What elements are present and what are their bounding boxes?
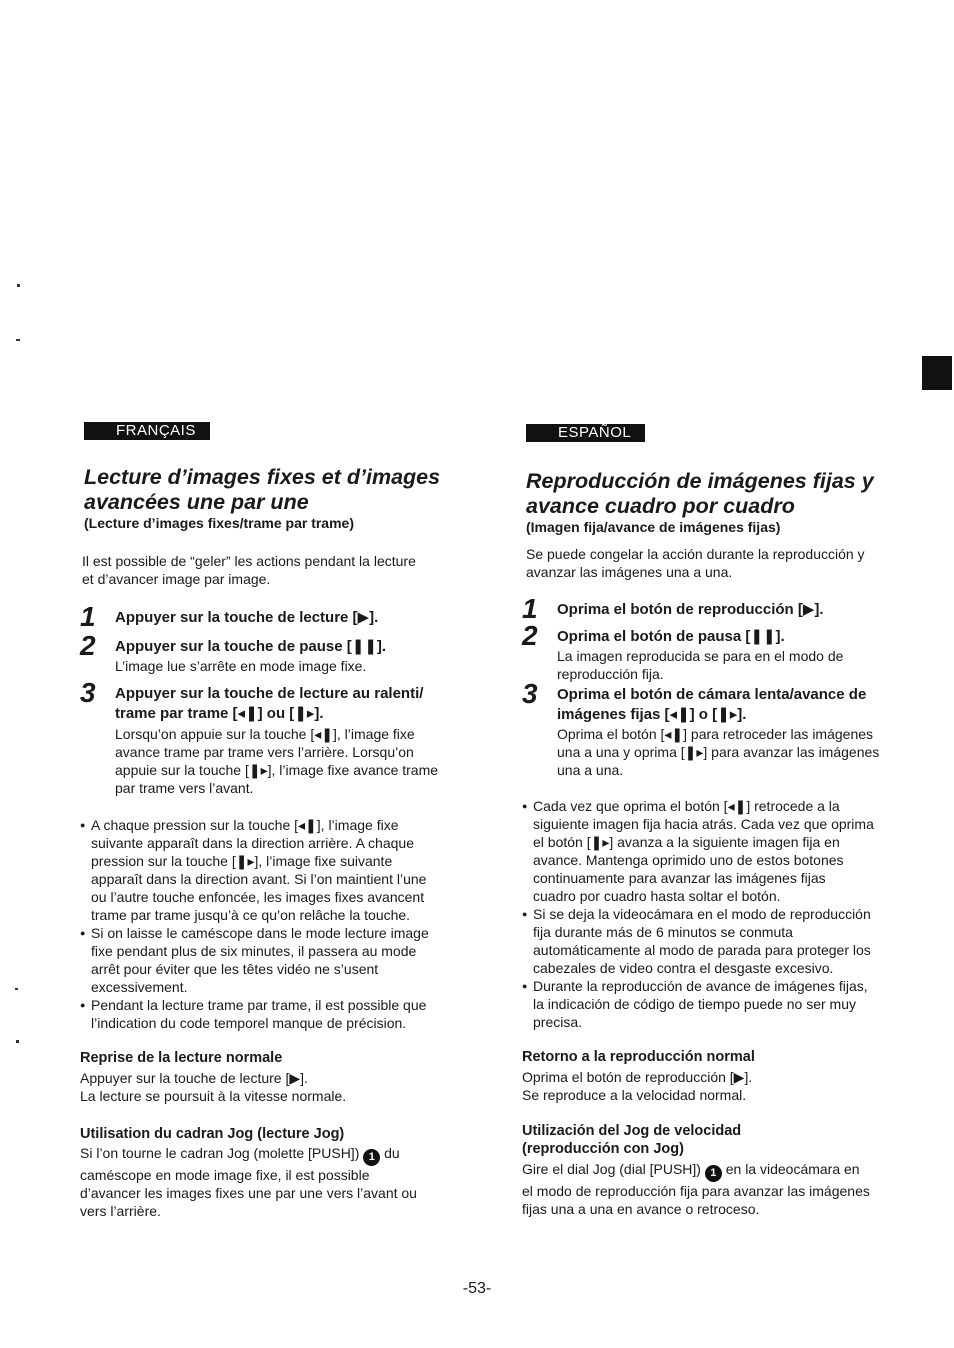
text-line: siguiente imagen fija hacia atrás. Cada vez que oprima — [533, 816, 874, 832]
intro-text — [526, 545, 865, 581]
jog-heading: Utilisation du cadran Jog (lecture Jog) — [80, 1126, 345, 1142]
text-line: vers l’arrière. — [80, 1203, 161, 1219]
text-line: par trame vers l’avant. — [115, 780, 254, 796]
text-line: Lorsqu’on appuie sur la touche [◂❚], l’image fixe — [115, 726, 415, 742]
step-heading — [115, 684, 465, 724]
normal-playback-text — [522, 1068, 752, 1104]
normal-playback-heading: Retorno a la reproducción normal — [522, 1049, 755, 1065]
step-body — [557, 725, 902, 779]
text-line: ● Pendant la lecture trame par trame, il est possible que — [91, 997, 427, 1013]
jog-text — [522, 1160, 917, 1218]
text-line: una a una. — [557, 762, 624, 778]
text-fragment: Si l’on tourne le cadran Jog (molette [PUSH]) — [80, 1145, 360, 1161]
text-line: excessivement. — [91, 979, 188, 995]
text-line: et d’avancer image par image. — [82, 571, 271, 587]
text-line: avance trame par trame vers l’arrière. Lorsqu’on — [115, 744, 414, 760]
text-line: imágenes fijas [◂❚] o [❚▸]. — [557, 706, 747, 723]
text-line: fijas una a una en avance o retroceso. — [522, 1201, 760, 1217]
text-line: trame par trame jusqu’à ce qu’on relâche la touche. — [91, 907, 411, 923]
scan-speck — [16, 1040, 19, 1043]
text-line: una a una y oprima [❚▸] para avanzar las imágenes — [557, 744, 880, 760]
title-line: avance cuadro por cuadro — [526, 494, 795, 518]
scan-speck — [17, 284, 20, 287]
text-line: pression sur la touche [❚▸], l’image fixe suivante — [91, 853, 393, 869]
text-line — [522, 1160, 917, 1182]
step-body — [115, 725, 460, 797]
text-line: reproducción fija. — [557, 666, 664, 682]
text-line: arrêt pour éviter que les têtes vidéo ne s’usent — [91, 961, 379, 977]
step-number: 2 — [522, 620, 538, 651]
step-heading: Oprima el botón de reproducción [▶]. — [557, 601, 824, 618]
step-heading: Appuyer sur la touche de pause [❚❚]. — [115, 638, 387, 655]
text-line: La lecture se poursuit à la vitesse normale. — [80, 1088, 347, 1104]
section-edge-tab — [922, 356, 952, 390]
note-item — [80, 924, 465, 996]
text-line: precisa. — [533, 1014, 583, 1030]
note-item — [522, 977, 907, 1031]
text-line: ou l’autre touche enfoncée, les images fixes avancent — [91, 889, 425, 905]
step-body — [557, 647, 902, 683]
language-tag-spanish: ESPAÑOL — [526, 424, 645, 442]
circled-number-1-icon: 1 — [705, 1165, 722, 1182]
text-fragment: en la videocámara en — [725, 1161, 860, 1177]
note-item — [80, 816, 465, 924]
step-number: 3 — [80, 677, 96, 708]
step-number: 3 — [522, 678, 538, 709]
note-item — [522, 797, 907, 905]
text-line: Se puede congelar la acción durante la reproducción y — [526, 546, 865, 562]
intro-text — [82, 552, 416, 588]
text-line: ● A chaque pression sur la touche [◂❚], l’image fixe — [91, 817, 399, 833]
text-line: ● Durante la reproducción de avance de imágenes fijas, — [533, 978, 868, 994]
note-item — [522, 905, 907, 977]
step-number: 1 — [80, 601, 96, 632]
text-line: cuadro por cuadro hasta soltar el botón. — [533, 888, 781, 904]
text-line: Utilización del Jog de velocidad — [522, 1123, 742, 1139]
text-line: appuie sur la touche [❚▸], l’image fixe avance trame — [115, 762, 439, 778]
text-line: d’avancer les images fixes une par une vers l’avant ou — [80, 1185, 417, 1201]
scan-speck — [16, 339, 20, 341]
text-line: fixe pendant plus de six minutes, il passera au mode — [91, 943, 417, 959]
step-number: 2 — [80, 630, 96, 661]
scan-speck — [15, 988, 18, 990]
text-line: ● Si se deja la videocámara en el modo de reproducción — [533, 906, 871, 922]
text-line: Oprima el botón de cámara lenta/avance de — [557, 686, 867, 703]
section-subtitle: (Imagen fija/avance de imágenes fijas) — [526, 519, 781, 535]
language-tag-french: FRANÇAIS — [84, 422, 210, 440]
text-line: cabezales de video contra el desgaste excesivo. — [533, 960, 834, 976]
text-line: avance. Mantenga oprimido uno de estos botones — [533, 852, 844, 868]
normal-playback-text — [80, 1069, 346, 1105]
text-line: fija durante más de 6 minutos se conmuta — [533, 924, 793, 940]
text-line: ● Si on laisse le caméscope dans le mode lecture image — [91, 925, 429, 941]
jog-text — [80, 1144, 470, 1220]
section-title — [526, 469, 926, 519]
text-line: ● Cada vez que oprima el botón [◂❚] retrocede a la — [533, 798, 840, 814]
text-line: el botón [❚▸] avanza a la siguiente imagen fija en — [533, 834, 840, 850]
normal-playback-heading: Reprise de la lecture normale — [80, 1050, 283, 1066]
text-line: (reproducción con Jog) — [522, 1141, 684, 1157]
text-line: Appuyer sur la touche de lecture au ralenti/ — [115, 685, 424, 702]
jog-heading — [522, 1122, 741, 1158]
text-line: Appuyer sur la touche de lecture [▶]. — [80, 1070, 308, 1086]
section-subtitle: (Lecture d’images fixes/trame par trame) — [84, 515, 354, 531]
text-fragment: du — [384, 1145, 400, 1161]
text-line: Se reproduce a la velocidad normal. — [522, 1087, 747, 1103]
step-heading: Appuyer sur la touche de lecture [▶]. — [115, 609, 379, 626]
text-line — [80, 1144, 470, 1166]
step-heading — [557, 685, 907, 725]
text-line: caméscope en mode image fixe, il est possible — [80, 1167, 370, 1183]
title-line: Reproducción de imágenes fijas y — [526, 469, 874, 493]
text-line: L’image lue s’arrête en mode image fixe. — [115, 658, 367, 674]
step-number: 1 — [522, 593, 538, 624]
text-line: trame par trame [◂❚] ou [❚▸]. — [115, 705, 324, 722]
notes-list — [522, 797, 907, 1031]
text-line: continuamente para avanzar las imágenes fijas — [533, 870, 826, 886]
text-line: el modo de reproducción fija para avanzar las imágenes — [522, 1183, 870, 1199]
text-line: apparaît dans la direction avant. Si l’on maintient l’une — [91, 871, 427, 887]
text-line: La imagen reproducida se para en el modo de — [557, 648, 844, 664]
text-line: la indicación de código de tiempo puede no ser muy — [533, 996, 856, 1012]
text-line: suivante apparaît dans la direction arrière. A chaque — [91, 835, 414, 851]
text-line: avanzar las imágenes una a una. — [526, 564, 733, 580]
notes-list — [80, 816, 465, 1032]
step-body — [115, 657, 460, 675]
text-line: automáticamente al modo de parada para proteger los — [533, 942, 871, 958]
note-item — [80, 996, 465, 1032]
text-line: l’indication du code temporel manque de précision. — [91, 1015, 407, 1031]
text-line: Oprima el botón de reproducción [▶]. — [522, 1069, 753, 1085]
text-fragment: Gire el dial Jog (dial [PUSH]) — [522, 1161, 701, 1177]
step-heading: Oprima el botón de pausa [❚❚]. — [557, 628, 785, 645]
text-line: Il est possible de “geler” les actions pendant la lecture — [82, 553, 416, 569]
section-title — [84, 465, 474, 515]
page-number: -53- — [462, 1280, 492, 1297]
text-line: Oprima el botón [◂❚] para retroceder las imágenes — [557, 726, 874, 742]
title-line: Lecture d’images fixes et d’images — [84, 465, 441, 489]
circled-number-1-icon: 1 — [363, 1149, 380, 1166]
title-line: avancées une par une — [84, 490, 309, 514]
